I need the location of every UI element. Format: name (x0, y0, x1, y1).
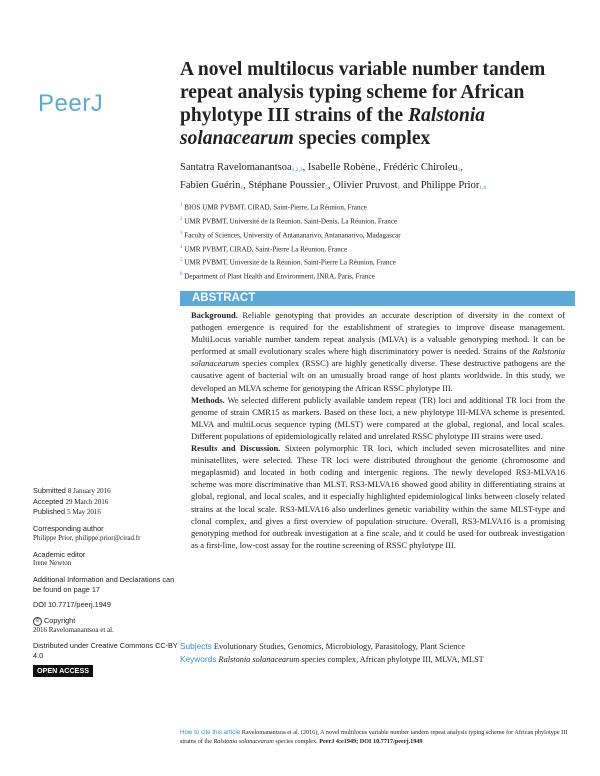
author-list (180, 159, 580, 195)
cite-text: Ravelomanantsoa et al. (2016), A novel multilocus variable number tandem repeat analysis typing scheme for African phylotype III strains of the (180, 729, 568, 745)
affiliation (180, 200, 580, 214)
author-affil-ref: 1,6 (479, 185, 487, 191)
affiliation (180, 255, 580, 269)
keywords-label: Keywords (180, 654, 217, 664)
subjects-label: Subjects (180, 641, 212, 651)
author[interactable] (180, 180, 243, 191)
copyright-icon: © (33, 617, 42, 626)
background-text-end: species complex (RSSC) are highly genetically diverse. These destructive pathogens are the causative agent of bacterial wilt on an unusually broad range of host plants worldwide. In this study, we developed an MLVA scheme for genotyping the African RSSC phylotype III. (191, 358, 565, 393)
author[interactable] (248, 180, 327, 191)
keywords-italic: Ralstonia solanacearum (218, 655, 300, 664)
author[interactable] (308, 162, 378, 173)
affiliation-text: UMR PVBMT, Université de la Reunion, Saint-Denis, La Réunion, France (184, 217, 398, 226)
license-text[interactable]: Distributed under Creative Commons CC-BY 4.0 (33, 641, 178, 661)
abstract-heading: ABSTRACT (180, 291, 575, 306)
affiliation-number: 2 (180, 216, 183, 222)
author-name: Santatra Ravelomanantsoa (180, 162, 292, 173)
author-separator: , (327, 180, 334, 191)
cite-post: species complex. (273, 738, 320, 745)
academic-editor-label: Academic editor (33, 549, 86, 559)
author-name: Isabelle Robène (307, 162, 376, 173)
author[interactable] (180, 162, 303, 173)
abstract-background (191, 309, 565, 394)
article-metadata-sidebar (33, 486, 178, 677)
copyright-value: 2016 Ravelomanantsoa et al. (33, 625, 114, 634)
academic-editor-value: Irene Newton (33, 559, 72, 568)
title-part1: A novel multilocus variable number tandem repeat analysis typing scheme for African phylotype III strains of the (180, 59, 546, 126)
author[interactable] (333, 180, 400, 191)
abstract-results (191, 442, 565, 551)
published-date: 5 May 2016 (67, 508, 101, 517)
author-separator: , (302, 162, 308, 173)
keywords-row (180, 653, 580, 666)
author[interactable] (421, 180, 487, 191)
corresponding-author-value[interactable]: Philippe Prior, philippe.prior@cirad.fr (33, 533, 141, 542)
author-affil-ref: 1 (457, 167, 461, 173)
affiliation-text: UMR PVBMT, CIRAD, Saint-Pierre La Réunion, France (184, 244, 348, 253)
subjects-keywords (180, 640, 580, 666)
affiliation-text: UMR PVBMT, Université de la Réunion, Saint-Pierre La Réunion, France (184, 258, 396, 267)
author-affil-ref: 1 (240, 185, 244, 191)
corresponding-author-label: Corresponding author (33, 524, 104, 534)
additional-info-link[interactable]: Additional Information and Declarations can be found on page 17 (33, 574, 175, 594)
submitted-label: Submitted (33, 486, 66, 495)
affiliation (180, 242, 580, 256)
author-separator: , (378, 162, 384, 173)
cite-italic: Ralstonia solanacearum (213, 738, 274, 745)
affiliation (180, 228, 580, 242)
author-name: Philippe Prior (420, 180, 480, 191)
keywords-value: species complex, African phylotype III, MLVA, MLST (299, 655, 484, 664)
methods-text: We selected different publicly available tandem repeat (TR) loci and additional TR loci from the genome of strain CMR15 as markers. Based on these loci, a new phylotype III-MLVA scheme is presented. MLVA and multiLocus sequence typing (MLST) were compared at the global, regional, and local scales. Different populations of epidemiologically related and unrelated RSSC phylotype III strains were used. (191, 394, 565, 441)
affiliation (180, 214, 580, 228)
accepted-date: 29 March 2016 (65, 497, 109, 506)
author-affil-ref: 1 (397, 185, 401, 191)
article-title (180, 58, 580, 150)
affiliation-number: 4 (180, 244, 183, 250)
published-label: Published (33, 507, 66, 517)
author-affil-ref: 5 (325, 185, 328, 191)
subjects-row (180, 640, 580, 653)
title-part2: species complex (293, 128, 431, 149)
affiliation-number: 5 (180, 258, 183, 264)
accepted-label: Accepted (33, 496, 64, 506)
author-separator: , (460, 162, 464, 173)
abstract-body (191, 309, 565, 551)
author-name: Frédéric Chiroleu (383, 162, 458, 173)
peerj-logo: PeerJ (38, 90, 104, 117)
author-affil-ref: 1 (375, 167, 379, 173)
affiliation-number: 3 (180, 230, 183, 236)
author-name: Stéphane Poussier (248, 180, 326, 191)
background-italic: Ralstonia solanacearum (191, 346, 565, 369)
author[interactable] (383, 162, 460, 173)
affiliation-text: Faculty of Sciences, University of Antananarivo, Antananarivo, Madagascar (184, 231, 401, 240)
affiliation-number: 1 (180, 203, 183, 208)
author-name: Fabien Guérin (180, 180, 241, 191)
author-name: Olivier Pruvost (333, 180, 398, 191)
cite-doi[interactable]: PeerJ 4:e1949; DOI 10.7717/peerj.1949 (319, 738, 423, 745)
how-to-cite (180, 728, 580, 746)
submitted-row (33, 486, 178, 497)
affiliation-number: 6 (180, 272, 183, 278)
affiliation-text: Department of Plant Health and Environment, INRA, Paris, France (184, 272, 375, 281)
author-affil-ref: 1,2,3 (291, 167, 303, 173)
results-text: Sixteen polymorphic TR loci, which included seven microsatellites and nine minisatellites, were selected. These TR loci were distributed throughout the genome (chromosome and megaplasmid) and located in both coding and intergenic regions. The newly developed RS3-MLVA16 scheme was more discriminative than MLST. RS3-MLVA16 showed good ability in differentiating strains at global, regional, and local scales, and it especially highlighted epidemiological links between closely related strains at the local scale. RS3-MLVA16 also underlines genetic variability within the same MLST-type and clonal complex, and gives a first overview of population structure. Overall, RS3-MLVA16 is a promising genotyping method for outbreak investigation at a fine scale, and it could be used for outbreak investigation as a first-line, low-cost assay for the routine screening of RSSC phylotype III. (191, 443, 565, 550)
doi-link[interactable]: DOI 10.7717/peerj.1949 (33, 600, 111, 610)
accepted-row (33, 497, 178, 508)
subjects-value: Evolutionary Studies, Genomics, Microbiology, Parasitology, Plant Science (213, 642, 465, 651)
author-separator: , (243, 180, 249, 191)
open-access-badge: OPEN ACCESS (33, 665, 93, 677)
title-italic: Ralstonia solanacearum (180, 105, 486, 149)
results-label: Results and Discussion. (191, 443, 281, 454)
copyright-label: Copyright (44, 616, 76, 626)
author-separator: and (400, 180, 421, 191)
copyright-row (33, 616, 178, 626)
affiliation-list (180, 200, 580, 283)
affiliation (180, 269, 580, 283)
affiliation-text: BIOS UMR PVBMT, CIRAD, Saint-Pierre, La Réunion, France (184, 203, 367, 212)
methods-label: Methods. (191, 394, 225, 405)
abstract-methods (191, 394, 565, 442)
submitted-date: 8 January 2016 (67, 487, 111, 495)
published-row (33, 507, 178, 518)
cite-label: How to cite this article (180, 729, 241, 736)
background-text: Reliable genotyping that provides an accurate description of diversity in the context of pathogen emergence is required for the establishment of strategies to improve disease management. MultiLocus variable number tandem repeat analysis (MLVA) is a valuable genotyping method. It can be performed at small evolutionary scales where high discriminatory power is needed. Strains of the (191, 310, 565, 357)
background-label: Background. (191, 310, 238, 320)
